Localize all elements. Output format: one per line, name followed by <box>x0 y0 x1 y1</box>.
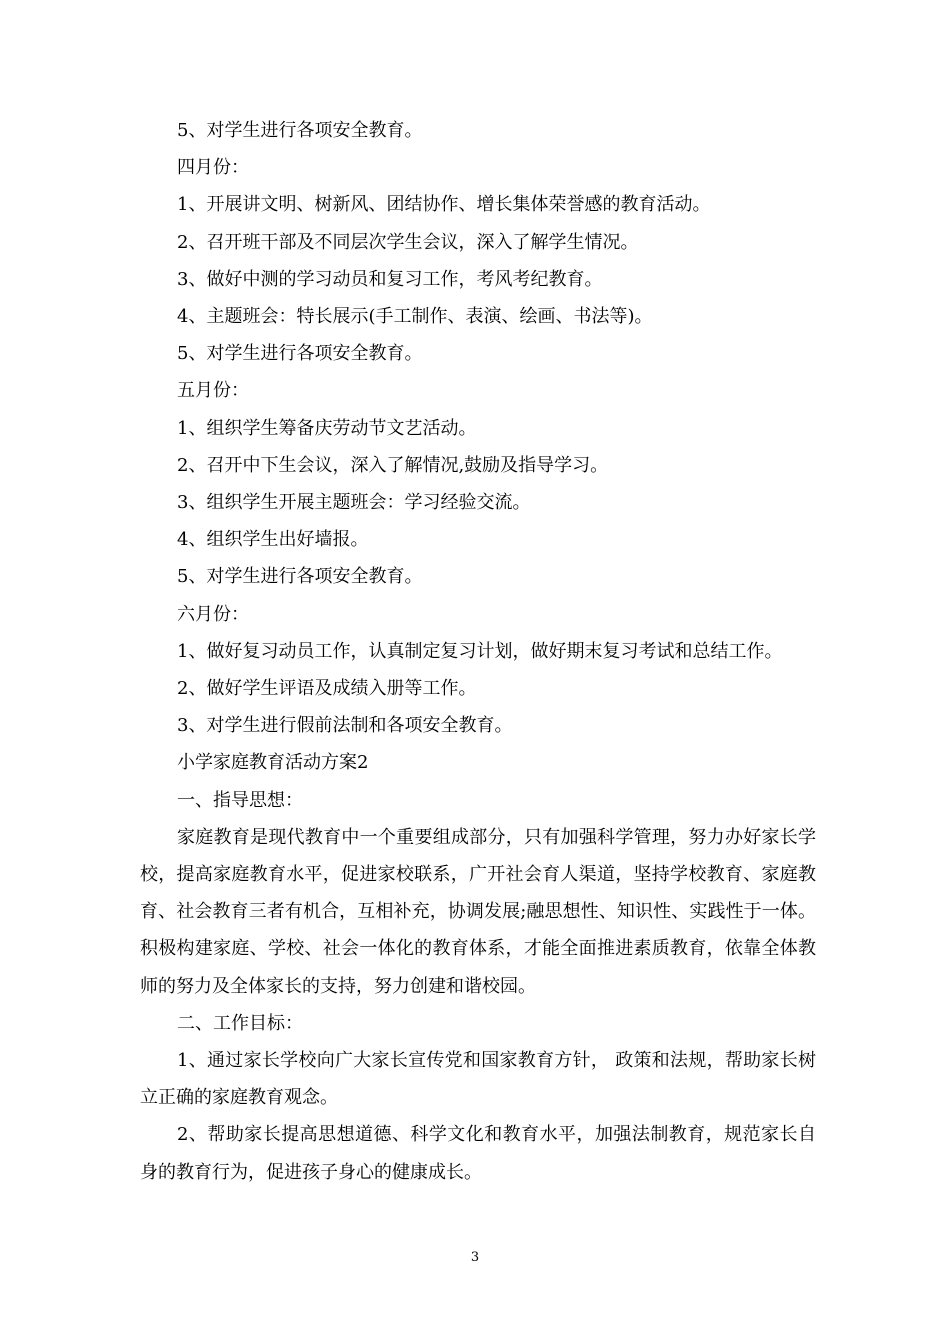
paragraph: 2、做好学生评语及成绩入册等工作。 <box>177 678 477 700</box>
paragraph: 3、对学生进行假前法制和各项安全教育。 <box>177 715 513 737</box>
paragraph: 5、对学生进行各项安全教育。 <box>177 120 423 141</box>
paragraph: 1、做好复习动员工作，认真制定复习计划，做好期末复习考试和总结工作。 <box>177 640 783 662</box>
section-heading-may: 五月份： <box>177 380 249 402</box>
paragraph: 2、召开中下生会议，深入了解情况,鼓励及指导学习。 <box>177 454 609 476</box>
section-heading-june: 六月份： <box>177 603 249 625</box>
paragraph: 家庭教育是现代教育中一个重要组成部分，只有加强科学管理，努力办好家长学校，提高家庭教育水平，促进家校联系，广开社会育人渠道，坚持学校教育、家庭教育、社会教育三者有机合，互相补充，协调发展;融思想性、知识性、实践性于一体。积极构建家庭、学校、社会一体化的教育体系，才能全面推进素质教育，依靠全体教师的努力及全体家长的支持，努力创建和谐校园。 <box>140 826 816 997</box>
paragraph: 4、主题班会：特长展示(手工制作、表演、绘画、书法等)。 <box>177 306 653 328</box>
paragraph: 4、组织学生出好墙报。 <box>177 529 369 551</box>
paragraph: 3、组织学生开展主题班会：学习经验交流。 <box>177 492 531 514</box>
paragraph: 2、帮助家长提高思想道德、科学文化和教育水平，加强法制教育，规范家长自身的教育行为，促进孩子身心的健康成长。 <box>140 1124 816 1183</box>
document-title: 小学家庭教育活动方案2 <box>177 752 369 774</box>
section-heading-work-goals: 二、工作目标： <box>177 1012 303 1034</box>
paragraph: 2、召开班干部及不同层次学生会议，深入了解学生情况。 <box>177 231 639 253</box>
paragraph: 5、对学生进行各项安全教育。 <box>177 343 423 365</box>
paragraph: 1、组织学生筹备庆劳动节文艺活动。 <box>177 417 477 439</box>
section-heading-april: 四月份： <box>177 157 249 179</box>
page-number: 3 <box>470 1250 480 1265</box>
paragraph: 3、做好中测的学习动员和复习工作，考风考纪教育。 <box>177 268 603 290</box>
paragraph: 1、开展讲文明、树新风、团结协作、增长集体荣誉感的教育活动。 <box>177 194 711 216</box>
document-body <box>140 112 816 1191</box>
section-heading-guiding-thought: 一、指导思想： <box>177 789 303 811</box>
paragraph: 5、对学生进行各项安全教育。 <box>177 566 423 588</box>
paragraph: 1、通过家长学校向广大家长宣传党和国家教育方针， 政策和法规，帮助家长树立正确的家庭教育观念。 <box>140 1050 816 1109</box>
